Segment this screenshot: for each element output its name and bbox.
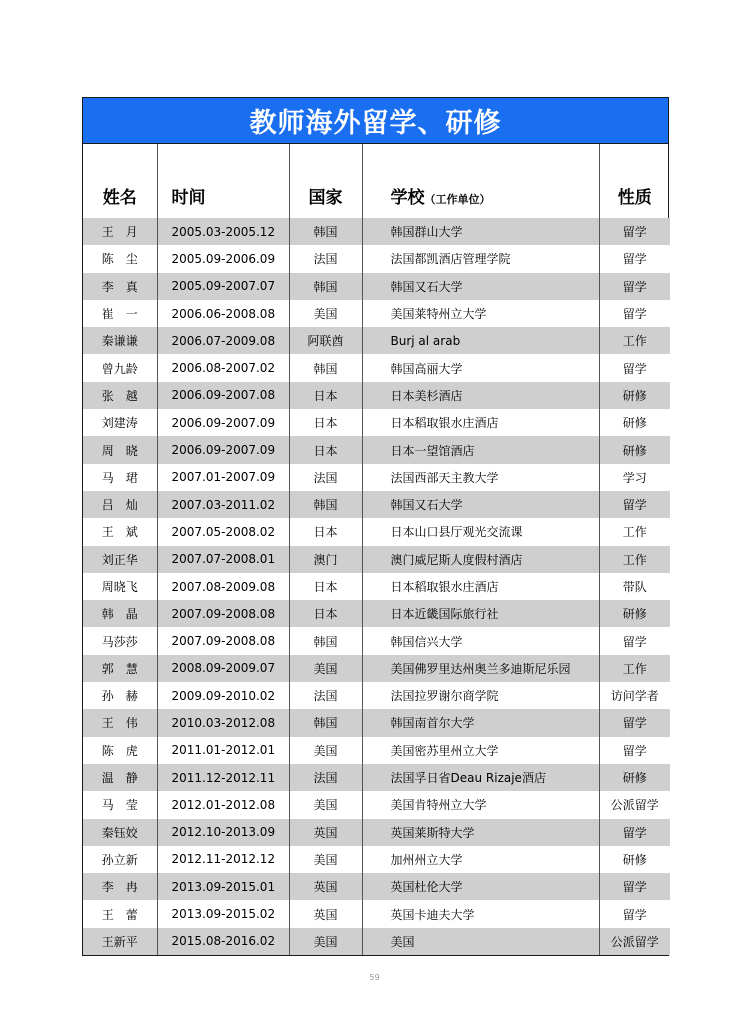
cell-time: 2013.09-2015.02 [157,900,289,927]
cell-country: 韩国 [289,273,362,300]
cell-country: 澳门 [289,546,362,573]
cell-type: 留学 [599,737,670,764]
cell-type: 留学 [599,819,670,846]
cell-time: 2007.08-2009.08 [157,573,289,600]
cell-type: 留学 [599,900,670,927]
cell-type: 学习 [599,464,670,491]
cell-time: 2007.03-2011.02 [157,491,289,518]
cell-name: 刘建涛 [83,409,157,436]
cell-school: 日本山口县厅观光交流课 [362,518,599,545]
cell-school: 韩国南首尔大学 [362,709,599,736]
header-name: 姓名 [102,188,137,208]
cell-school: 英国卡迪夫大学 [362,900,599,927]
cell-name: 陈 尘 [83,245,157,272]
cell-time: 2011.12-2012.11 [157,764,289,791]
table-row [83,436,670,463]
table-row [83,245,670,272]
cell-time: 2005.09-2007.07 [157,273,289,300]
cell-country: 法国 [289,245,362,272]
cell-type: 留学 [599,627,670,654]
cell-school: 英国莱斯特大学 [362,819,599,846]
cell-time: 2008.09-2009.07 [157,655,289,682]
cell-type: 留学 [599,218,670,245]
cell-type: 工作 [599,518,670,545]
cell-type: 留学 [599,709,670,736]
header-time: 时间 [157,144,289,218]
cell-time: 2007.09-2008.08 [157,627,289,654]
cell-type: 工作 [599,655,670,682]
cell-name: 张 越 [83,382,157,409]
cell-school: 法国西部天主教大学 [362,464,599,491]
cell-name: 曾九龄 [83,354,157,381]
cell-school: Burj al arab [362,327,599,354]
cell-school: 韩国信兴大学 [362,627,599,654]
header-school-label: 学校 [390,188,425,208]
cell-school: 美国 [362,928,599,955]
cell-school: 美国密苏里州立大学 [362,737,599,764]
cell-time: 2013.09-2015.01 [157,873,289,900]
table-body [83,218,670,955]
cell-country: 法国 [289,682,362,709]
cell-country: 美国 [289,300,362,327]
cell-school: 美国佛罗里达州奥兰多迪斯尼乐园 [362,655,599,682]
cell-type: 带队 [599,573,670,600]
header-type: 性质 [599,144,670,218]
cell-school: 日本美杉酒店 [362,382,599,409]
cell-school: 法国拉罗谢尔商学院 [362,682,599,709]
table-row [83,464,670,491]
cell-name: 孙 赫 [83,682,157,709]
cell-school: 日本近畿国际旅行社 [362,600,599,627]
cell-country: 英国 [289,873,362,900]
cell-name: 周 晓 [83,436,157,463]
cell-school: 法国孚日省Deau Rizaje酒店 [362,764,599,791]
cell-country: 美国 [289,928,362,955]
table-row [83,546,670,573]
cell-country: 日本 [289,600,362,627]
cell-school: 韩国又石大学 [362,491,599,518]
table-row [83,491,670,518]
cell-country: 英国 [289,819,362,846]
cell-time: 2006.09-2007.09 [157,409,289,436]
cell-type: 研修 [599,436,670,463]
cell-country: 法国 [289,764,362,791]
cell-country: 阿联酋 [289,327,362,354]
cell-type: 研修 [599,409,670,436]
cell-time: 2010.03-2012.08 [157,709,289,736]
study-abroad-table [82,97,669,956]
cell-time: 2007.09-2008.08 [157,600,289,627]
cell-name: 王 伟 [83,709,157,736]
cell-type: 留学 [599,873,670,900]
cell-country: 美国 [289,737,362,764]
cell-name: 刘正华 [83,546,157,573]
cell-name: 王新平 [83,928,157,955]
table-row [83,655,670,682]
cell-school: 日本一望馆酒店 [362,436,599,463]
cell-name: 李 冉 [83,873,157,900]
cell-type: 研修 [599,764,670,791]
cell-school: 澳门威尼斯人度假村酒店 [362,546,599,573]
cell-country: 美国 [289,791,362,818]
table-row [83,709,670,736]
cell-name: 马莎莎 [83,627,157,654]
table-row [83,518,670,545]
cell-school: 美国莱特州立大学 [362,300,599,327]
cell-type: 留学 [599,273,670,300]
cell-time: 2007.07-2008.01 [157,546,289,573]
table-row [83,682,670,709]
cell-type: 公派留学 [599,791,670,818]
cell-country: 日本 [289,436,362,463]
table-row [83,873,670,900]
table-row [83,627,670,654]
table-row [83,218,670,245]
cell-name: 王 蕾 [83,900,157,927]
data-table [83,144,670,955]
cell-name: 李 真 [83,273,157,300]
table-row [83,900,670,927]
cell-type: 访问学者 [599,682,670,709]
cell-type: 留学 [599,245,670,272]
cell-school: 日本稻取银水庄酒店 [362,409,599,436]
cell-name: 韩 晶 [83,600,157,627]
cell-type: 研修 [599,846,670,873]
cell-time: 2012.01-2012.08 [157,791,289,818]
cell-school: 韩国高丽大学 [362,354,599,381]
table-row [83,846,670,873]
cell-time: 2005.03-2005.12 [157,218,289,245]
cell-name: 王 月 [83,218,157,245]
cell-country: 美国 [289,846,362,873]
cell-school: 韩国又石大学 [362,273,599,300]
header-row [83,144,670,218]
cell-country: 英国 [289,900,362,927]
cell-time: 2012.10-2013.09 [157,819,289,846]
table-row [83,928,670,955]
cell-name: 吕 灿 [83,491,157,518]
cell-name: 王 斌 [83,518,157,545]
table-row [83,791,670,818]
cell-type: 工作 [599,327,670,354]
table-row [83,300,670,327]
cell-name: 孙立新 [83,846,157,873]
cell-country: 美国 [289,655,362,682]
cell-name: 周晓飞 [83,573,157,600]
cell-time: 2006.07-2009.08 [157,327,289,354]
cell-type: 研修 [599,600,670,627]
page-number: 59 [369,973,380,982]
cell-school: 美国肯特州立大学 [362,791,599,818]
table-row [83,600,670,627]
cell-time: 2015.08-2016.02 [157,928,289,955]
cell-country: 韩国 [289,627,362,654]
cell-name: 陈 虎 [83,737,157,764]
cell-time: 2006.06-2008.08 [157,300,289,327]
table-title: 教师海外留学、研修 [83,98,668,144]
cell-type: 研修 [599,382,670,409]
cell-country: 日本 [289,573,362,600]
cell-name: 崔 一 [83,300,157,327]
cell-name: 秦谦谦 [83,327,157,354]
cell-school: 加州州立大学 [362,846,599,873]
cell-school: 日本稻取银水庄酒店 [362,573,599,600]
table-row [83,819,670,846]
table-row [83,382,670,409]
cell-time: 2006.08-2007.02 [157,354,289,381]
cell-time: 2005.09-2006.09 [157,245,289,272]
cell-school: 韩国群山大学 [362,218,599,245]
cell-name: 马 珺 [83,464,157,491]
table-row [83,737,670,764]
cell-country: 日本 [289,382,362,409]
cell-time: 2007.05-2008.02 [157,518,289,545]
table-row [83,327,670,354]
cell-time: 2006.09-2007.09 [157,436,289,463]
cell-type: 留学 [599,300,670,327]
cell-type: 留学 [599,354,670,381]
header-country: 国家 [289,144,362,218]
header-school-sub: （工作单位） [424,193,491,206]
header-school [362,144,599,218]
cell-name: 秦钰姣 [83,819,157,846]
cell-country: 韩国 [289,491,362,518]
cell-time: 2012.11-2012.12 [157,846,289,873]
cell-type: 留学 [599,491,670,518]
table-row [83,273,670,300]
cell-country: 韩国 [289,354,362,381]
table-row [83,354,670,381]
cell-country: 日本 [289,518,362,545]
cell-time: 2011.01-2012.01 [157,737,289,764]
cell-name: 温 静 [83,764,157,791]
cell-time: 2009.09-2010.02 [157,682,289,709]
table-row [83,573,670,600]
cell-country: 韩国 [289,709,362,736]
cell-country: 法国 [289,464,362,491]
cell-school: 英国杜伦大学 [362,873,599,900]
cell-name: 马 莹 [83,791,157,818]
cell-country: 韩国 [289,218,362,245]
cell-type: 工作 [599,546,670,573]
cell-time: 2007.01-2007.09 [157,464,289,491]
cell-school: 法国都凯酒店管理学院 [362,245,599,272]
cell-name: 郭 慧 [83,655,157,682]
cell-country: 日本 [289,409,362,436]
cell-type: 公派留学 [599,928,670,955]
table-row [83,764,670,791]
cell-time: 2006.09-2007.08 [157,382,289,409]
table-row [83,409,670,436]
